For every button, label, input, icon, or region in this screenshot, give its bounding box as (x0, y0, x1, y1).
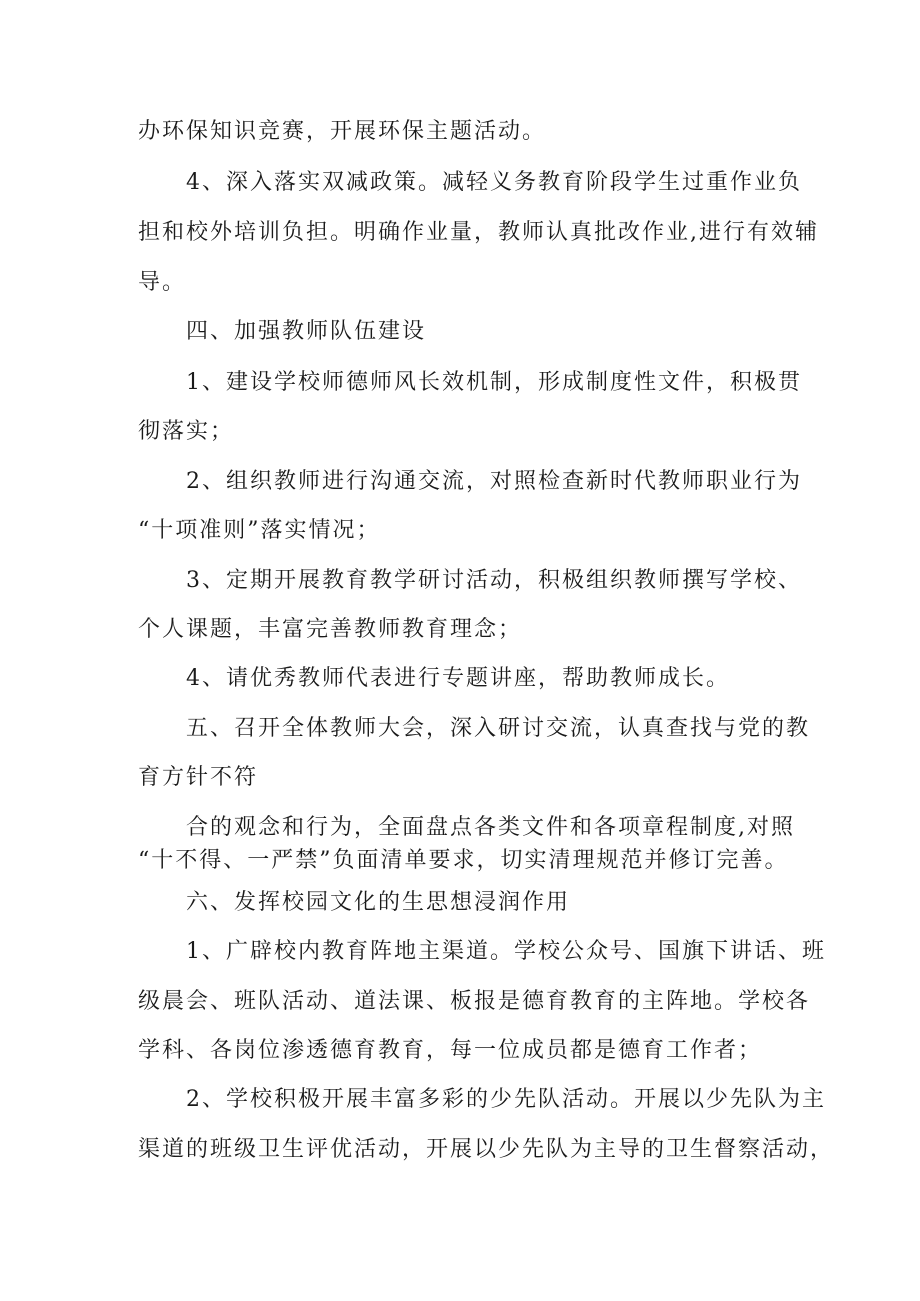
text-line: 个人课题，丰富完善教师教育理念； (138, 617, 523, 642)
text-line: 2、学校积极开展丰富多彩的少先队活动。开展以少先队为主 (186, 1087, 826, 1112)
text-line: “十项准则”落实情况； (138, 518, 381, 543)
text-line: 级晨会、班队活动、道法课、板报是德育教育的主阵地。学校各 (138, 989, 811, 1014)
text-line: 3、定期开展教育教学研讨活动，积极组织教师撰写学校、 (186, 568, 802, 593)
text-line: 彻落实； (138, 419, 235, 444)
heading-text: 育方针不符 (138, 765, 259, 790)
text-line: 合的观念和行为，全面盘点各类文件和各项章程制度,对照 (186, 815, 795, 840)
text-line: 1、广辟校内教育阵地主渠道。学校公众号、国旗下讲话、班 (186, 939, 826, 964)
text-line: 渠道的班级卫生评优活动，开展以少先队为主导的卫生督察活动， (138, 1137, 835, 1162)
text-line: “十不得、一严禁”负面清单要求，切实清理规范并修订完善。 (138, 848, 789, 873)
heading-text: 五、召开全体教师大会，深入研讨交流，认真查找与党的教 (186, 716, 811, 741)
text-line: 办环保知识竞赛，开展环保主题活动。 (138, 119, 547, 144)
text-line: 1、建设学校师德师风长效机制，形成制度性文件，积极贯 (186, 370, 802, 395)
heading-text: 六、发挥校园文化的生思想浸润作用 (186, 890, 571, 915)
text-line: 4、深入落实双减政策。减轻义务教育阶段学生过重作业负 (186, 170, 802, 195)
text-line: 4、请优秀教师代表进行专题讲座，帮助教师成长。 (186, 666, 730, 691)
heading-text: 四、加强教师队伍建设 (186, 319, 427, 344)
text-line: 2、组织教师进行沟通交流，对照检查新时代教师职业行为 (186, 469, 802, 494)
text-line: 学科、各岗位渗透德育教育，每一位成员都是德育工作者； (138, 1038, 763, 1063)
text-line: 导。 (138, 270, 187, 295)
text-line: 担和校外培训负担。明确作业量，教师认真批改作业,进行有效辅 (138, 220, 819, 245)
